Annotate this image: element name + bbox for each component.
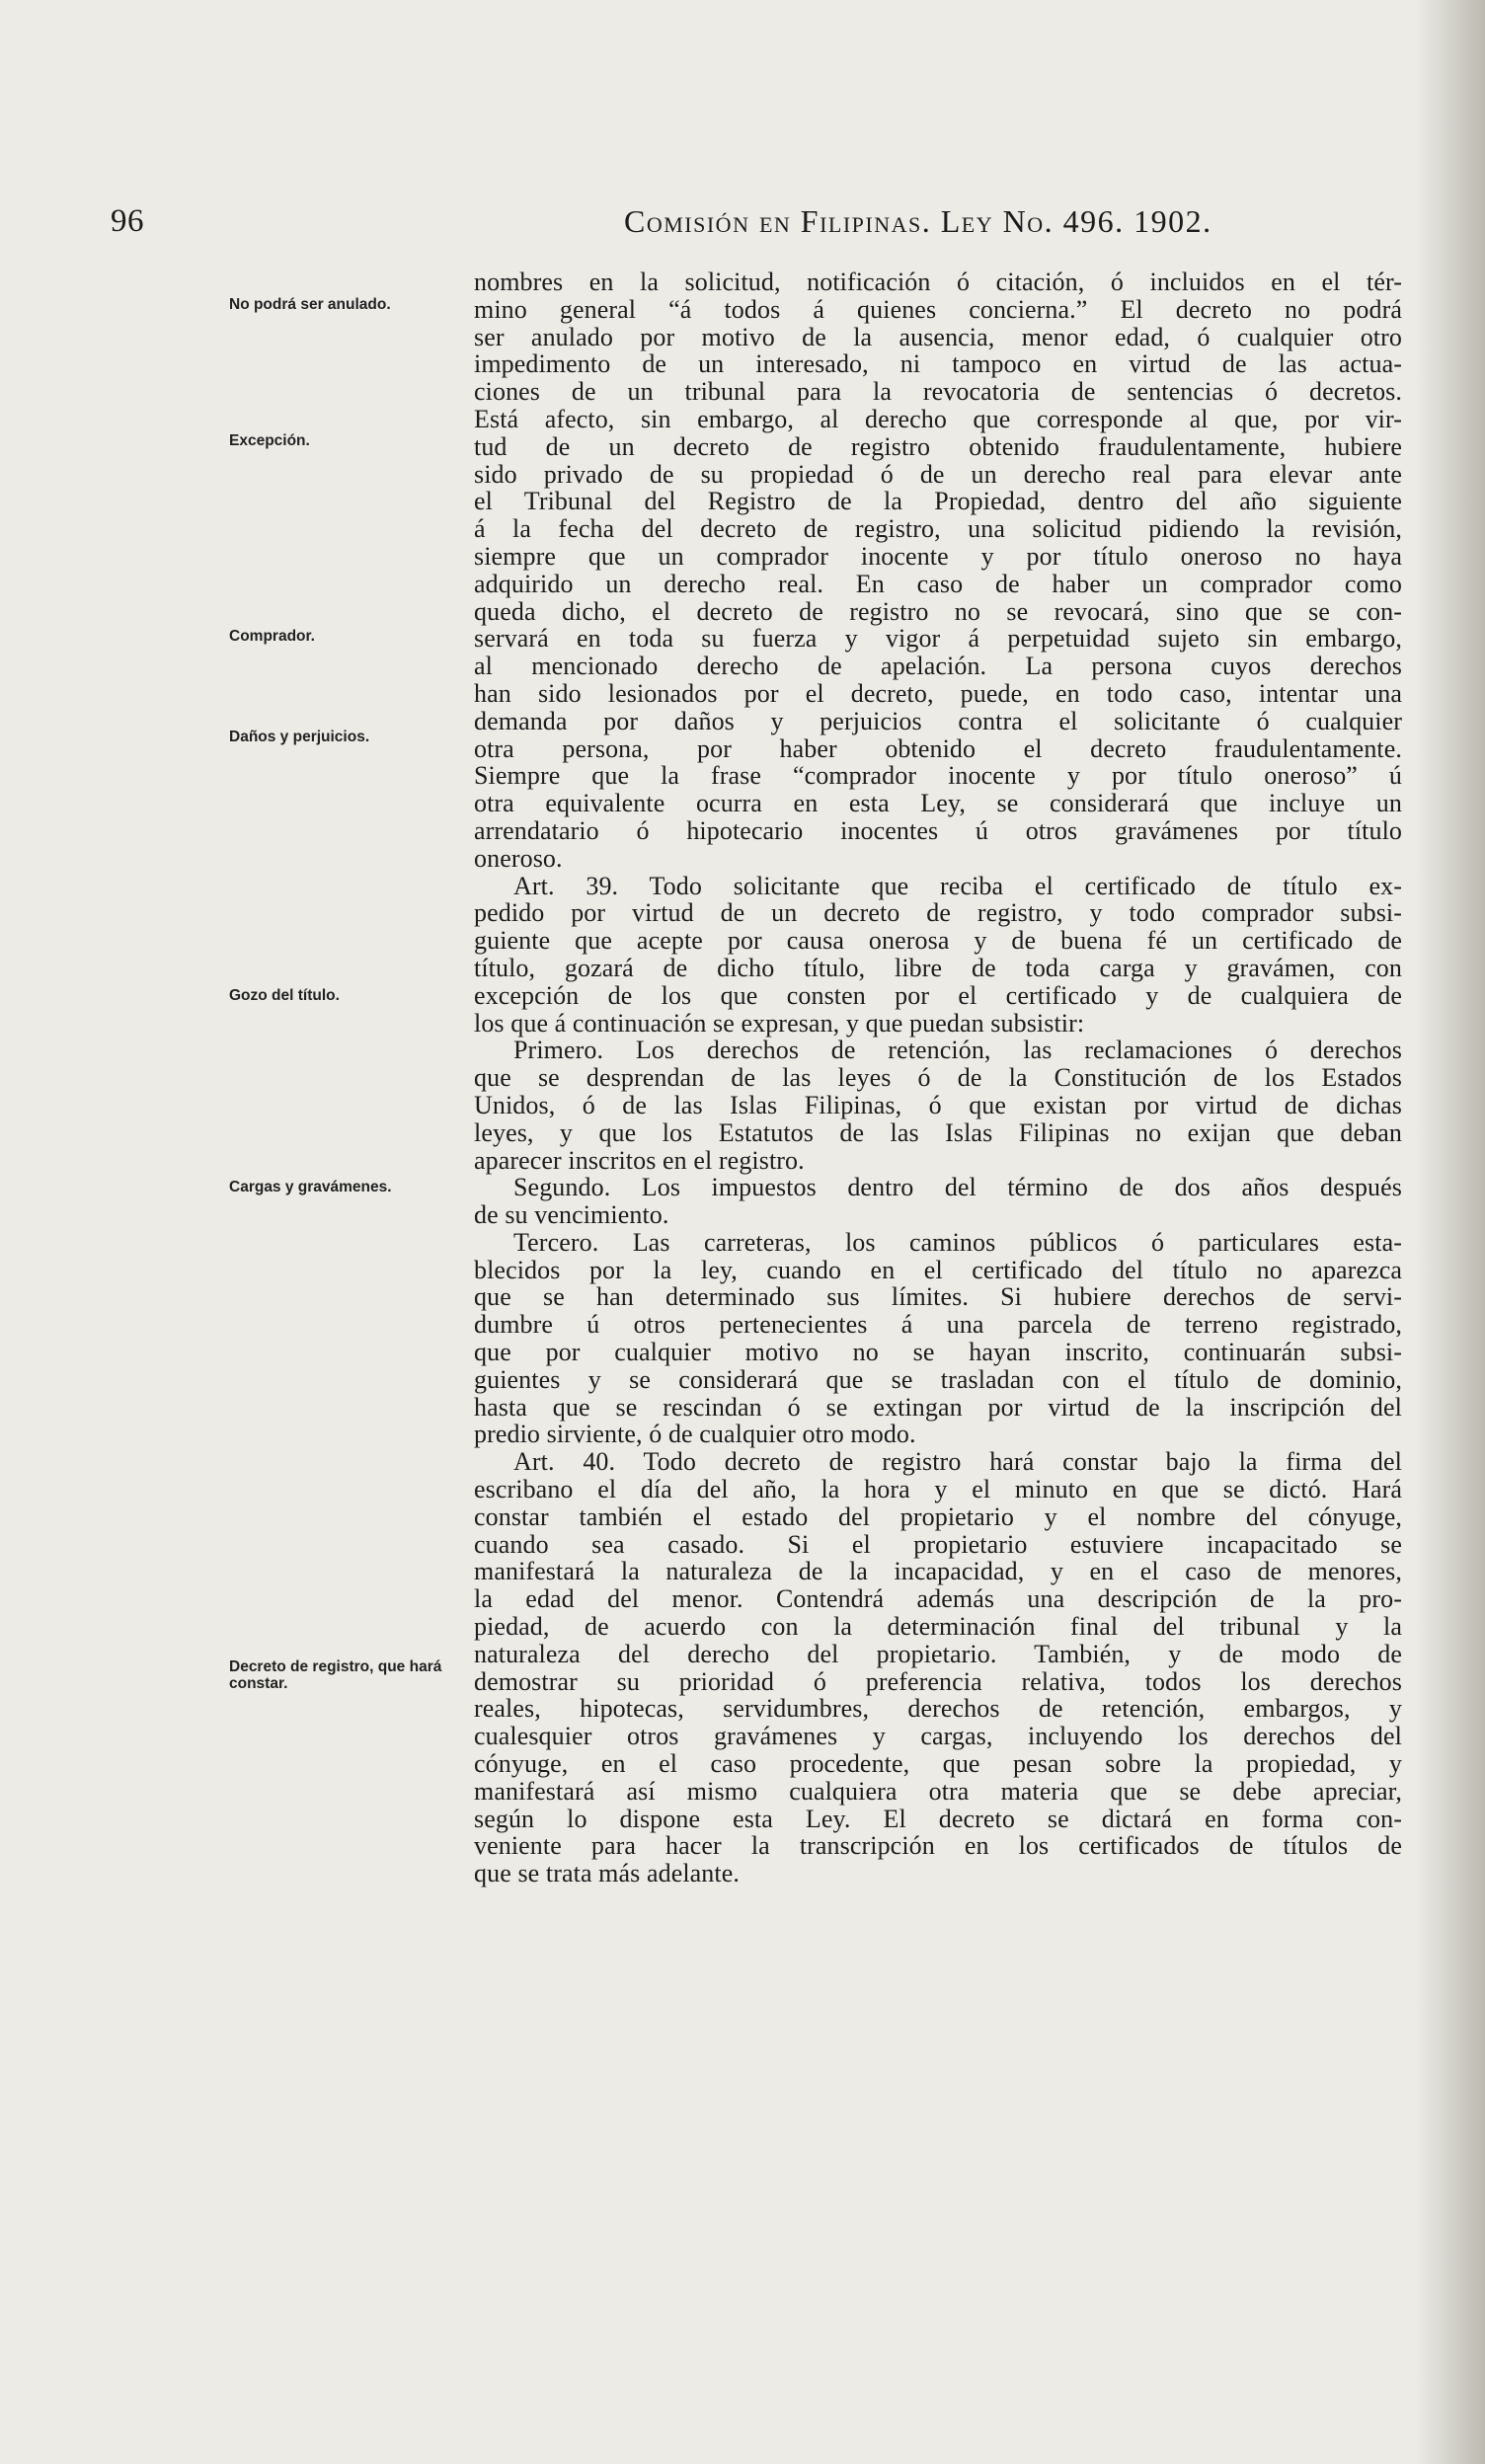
margin-note: Comprador. bbox=[229, 628, 315, 645]
text-line: mino general “á todos á quienes concierna.” El decreto no podrá bbox=[474, 294, 1402, 324]
text-line: arrendatario ó hipotecario inocentes ú otros gravámenes por título bbox=[474, 815, 1402, 845]
text-line: que se han determinado sus límites. Si hubiere derechos de servi- bbox=[474, 1282, 1402, 1312]
text-line: ciones de un tribunal para la revocatoria de sentencias ó decretos. bbox=[474, 377, 1402, 407]
margin-note: Cargas y gravámenes. bbox=[229, 1179, 392, 1195]
running-head: Comisión en Filipinas. Ley No. 496. 1902. bbox=[624, 203, 1212, 239]
text-line: demostrar su prioridad ó preferencia relativa, todos los derechos bbox=[474, 1666, 1402, 1696]
page-header bbox=[111, 203, 1295, 247]
text-line: aparecer inscritos en el registro. bbox=[474, 1145, 805, 1175]
text-line: manifestará la naturaleza de la incapacidad, y en el caso de menores, bbox=[474, 1557, 1402, 1586]
text-line: Tercero. Las carreteras, los caminos públicos ó particulares esta- bbox=[513, 1227, 1402, 1257]
text-line: guiente que acepte por causa onerosa y de buena fé un certificado de bbox=[474, 926, 1402, 956]
text-line: que por cualquier motivo no se hayan inscrito, continuarán subsi- bbox=[474, 1338, 1402, 1367]
scanned-page-edge-shadow bbox=[1416, 0, 1485, 2464]
text-line: impedimento de un interesado, ni tampoco en virtud de las actua- bbox=[474, 349, 1402, 379]
body-text bbox=[474, 269, 1402, 1887]
text-line: cuando sea casado. Si el propietario estuviere incapacitado se bbox=[474, 1529, 1402, 1559]
text-line: manifestará así mismo cualquiera otra materia que se debe apreciar, bbox=[474, 1776, 1402, 1806]
text-line: Art. 40. Todo decreto de registro hará constar bajo la firma del bbox=[513, 1447, 1402, 1477]
text-line: hasta que se rescindan ó se extingan por virtud de la inscripción del bbox=[474, 1392, 1402, 1422]
text-line: predio sirviente, ó de cualquier otro modo. bbox=[474, 1420, 916, 1449]
text-line: otra persona, por haber obtenido el decreto fraudulentamente. bbox=[474, 733, 1402, 763]
text-line: piedad, de acuerdo con la determinación final del tribunal y la bbox=[474, 1612, 1402, 1642]
text-line: queda dicho, el decreto de registro no se revocará, sino que se con- bbox=[474, 596, 1402, 626]
text-line: veniente para hacer la transcripción en los certificados de títulos de bbox=[474, 1831, 1402, 1861]
text-line: guientes y se considerará que se trasladan con el título de dominio, bbox=[474, 1364, 1402, 1394]
text-line: servará en toda su fuerza y vigor á perpetuidad sujeto sin embargo, bbox=[474, 624, 1402, 654]
text-line: tud de un decreto de registro obtenido fraudulentamente, hubiere bbox=[474, 431, 1402, 461]
text-line: el Tribunal del Registro de la Propiedad, dentro del año siguiente bbox=[474, 487, 1402, 516]
text-line: leyes, y que los Estatutos de las Islas Filipinas no exijan que deban bbox=[474, 1117, 1402, 1147]
text-line: constar también el estado del propietario y el nombre del cónyuge, bbox=[474, 1502, 1402, 1531]
text-line: escribano el día del año, la hora y el minuto en que se dictó. Hará bbox=[474, 1475, 1402, 1504]
text-line: que se desprendan de las leyes ó de la Constitución de los Estados bbox=[474, 1063, 1402, 1093]
margin-note: Gozo del título. bbox=[229, 987, 340, 1004]
text-line: Siempre que la frase “comprador inocente y por título oneroso” ú bbox=[474, 761, 1402, 791]
text-line: siempre que un comprador inocente y por título oneroso no haya bbox=[474, 541, 1402, 571]
text-line: pedido por virtud de un decreto de registro, y todo comprador subsi- bbox=[474, 898, 1402, 928]
text-line: oneroso. bbox=[474, 843, 563, 873]
text-line: otra equivalente ocurra en esta Ley, se considerará que incluye un bbox=[474, 789, 1402, 818]
text-line: Primero. Los derechos de retención, las reclamaciones ó derechos bbox=[513, 1036, 1402, 1065]
text-line: blecidos por la ley, cuando en el certificado del título no aparezca bbox=[474, 1255, 1402, 1284]
text-line: á la fecha del decreto de registro, una solicitud pidiendo la revisión, bbox=[474, 514, 1402, 544]
text-line: según lo dispone esta Ley. El decreto se dictará en forma con- bbox=[474, 1804, 1402, 1833]
margin-note: Daños y perjuicios. bbox=[229, 729, 370, 745]
text-line: dumbre ú otros pertenecientes á una parcela de terreno registrado, bbox=[474, 1310, 1402, 1340]
text-line: nombres en la solicitud, notificación ó citación, ó incluidos en el tér- bbox=[474, 268, 1402, 296]
text-line: han sido lesionados por el decreto, puede, en todo caso, intentar una bbox=[474, 678, 1402, 708]
margin-note: Excepción. bbox=[229, 432, 310, 449]
text-line: adquirido un derecho real. En caso de haber un comprador como bbox=[474, 569, 1402, 598]
text-line: excepción de los que consten por el certificado y de cualquiera de bbox=[474, 980, 1402, 1010]
text-line: los que á continuación se expresan, y que puedan subsistir: bbox=[474, 1008, 1085, 1038]
margin-note: No podrá ser anulado. bbox=[229, 296, 391, 313]
text-line: que se trata más adelante. bbox=[474, 1859, 740, 1888]
text-line: título, gozará de dicho título, libre de toda carga y gravámen, con bbox=[474, 953, 1402, 982]
page-number: 96 bbox=[111, 203, 144, 239]
text-line: al mencionado derecho de apelación. La persona cuyos derechos bbox=[474, 652, 1402, 681]
text-line: Está afecto, sin embargo, al derecho que corresponde al que, por vir- bbox=[474, 404, 1402, 433]
text-line: Art. 39. Todo solicitante que reciba el certificado de título ex- bbox=[513, 871, 1402, 900]
text-line: cualesquier otros gravámenes y cargas, incluyendo los derechos del bbox=[474, 1722, 1402, 1751]
margin-note: Decreto de registro, que hará constar. bbox=[229, 1658, 442, 1692]
text-line: reales, hipotecas, servidumbres, derechos de retención, embargos, y bbox=[474, 1694, 1402, 1724]
text-line: la edad del menor. Contendrá además una descripción de la pro- bbox=[474, 1584, 1402, 1614]
text-line: ser anulado por motivo de la ausencia, menor edad, ó cualquier otro bbox=[474, 322, 1402, 351]
text-line: demanda por daños y perjuicios contra el solicitante ó cualquier bbox=[474, 706, 1402, 735]
text-line: sido privado de su propiedad ó de un derecho real para elevar ante bbox=[474, 459, 1402, 489]
text-line: de su vencimiento. bbox=[474, 1200, 669, 1230]
text-line: Unidos, ó de las Islas Filipinas, ó que existan por virtud de dichas bbox=[474, 1090, 1402, 1119]
text-line: cónyuge, en el caso procedente, que pesan sobre la propiedad, y bbox=[474, 1749, 1402, 1779]
text-line: naturaleza del derecho del propietario. También, y de modo de bbox=[474, 1639, 1402, 1668]
text-line: Segundo. Los impuestos dentro del término de dos años después bbox=[513, 1173, 1402, 1202]
